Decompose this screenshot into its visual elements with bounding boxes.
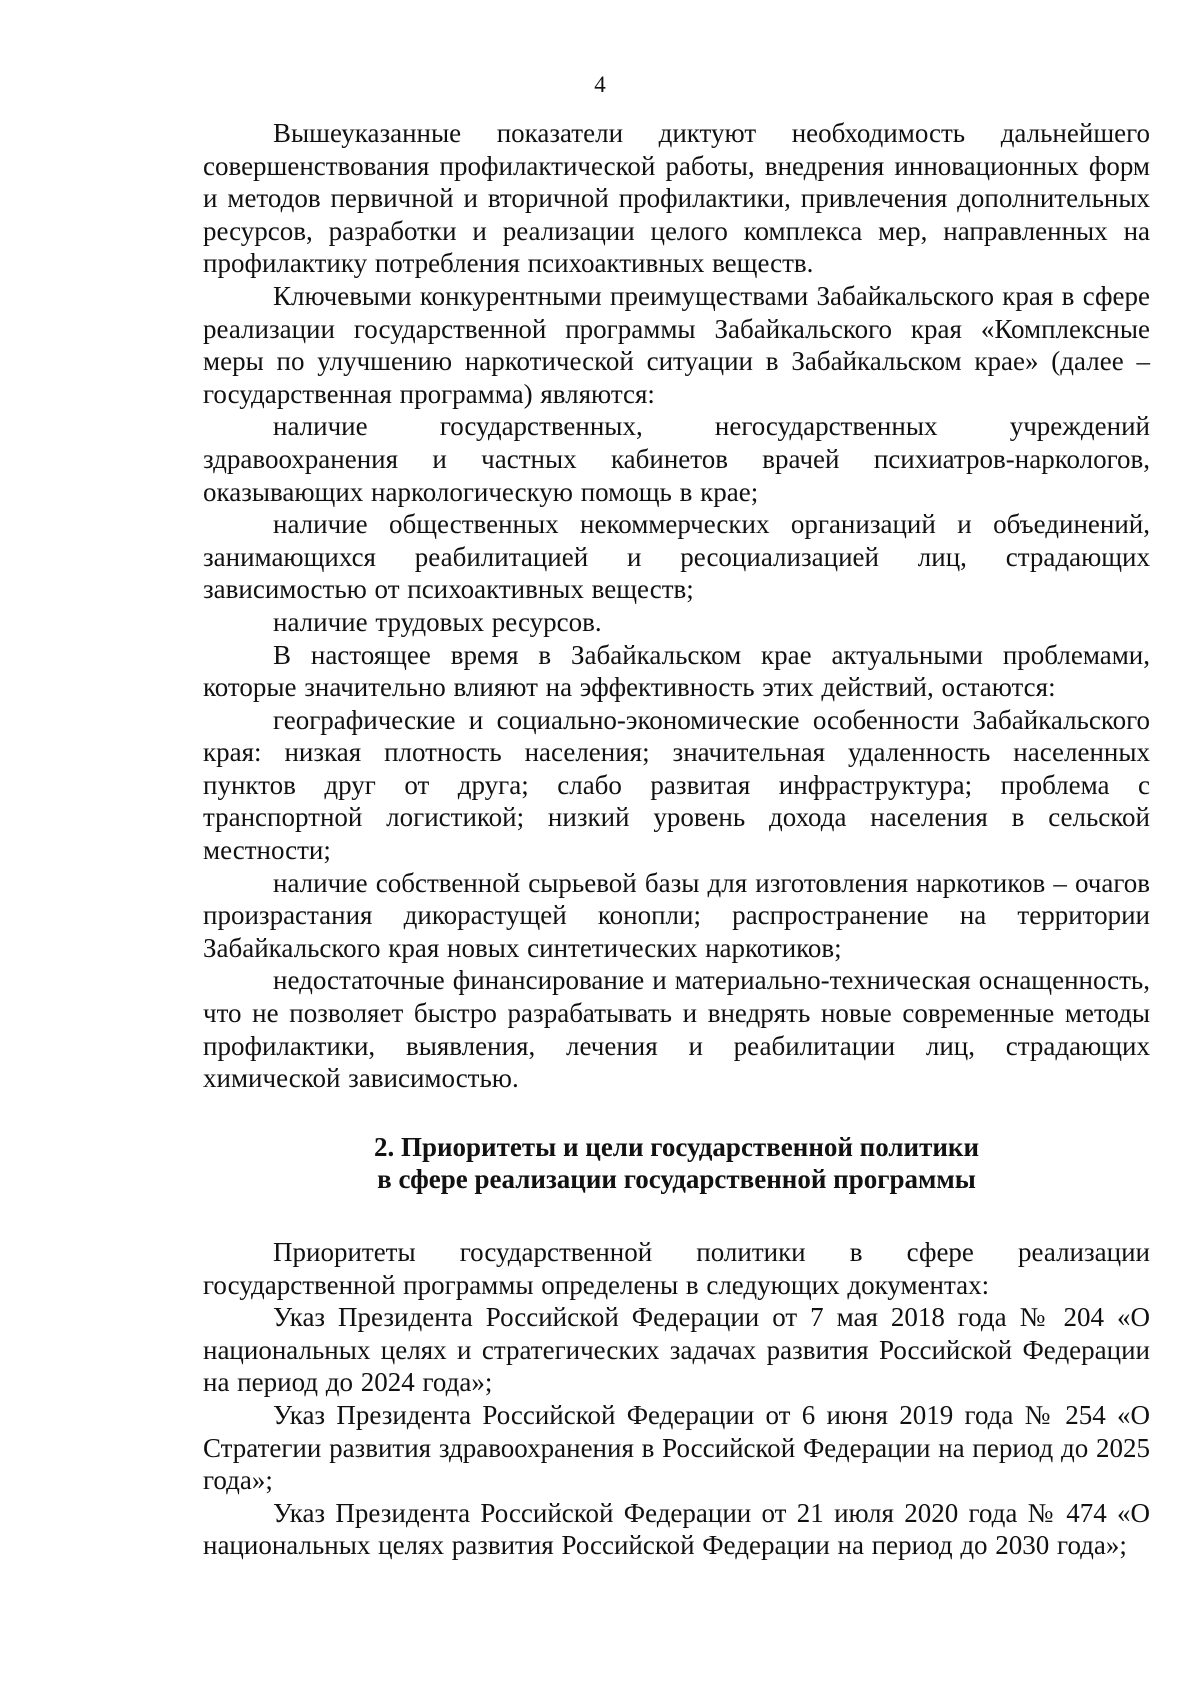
paragraph: Указ Президента Российской Федерации от 6 июня 2019 года № 254 «О Стратегии развития здравоохранения в Российской Федерации на период до 2025 года»; — [203, 1399, 1150, 1496]
paragraph: Вышеуказанные показатели диктуют необходимость дальнейшего совершенствования профилактической работы, внедрения инновационных форм и методов первичной и вторичной профилактики, привлечения дополнительных ресурсов, разработки и реализации целого комплекса мер, направленных на профилактику потребления психоактивных веществ. — [203, 118, 1150, 279]
page-number: 4 — [594, 72, 606, 97]
section-heading-line-2: в сфере реализации государственной программы — [377, 1164, 976, 1195]
paragraph: Приоритеты государственной политики в сфере реализации государственной программы определены в следующих документах: — [203, 1237, 1150, 1300]
paragraph: наличие собственной сырьевой базы для изготовления наркотиков – очагов произрастания дикорастущей конопли; распространение на территории Забайкальского края новых синтетических наркотиков; — [203, 867, 1150, 963]
document-body — [203, 117, 1150, 1562]
paragraph: наличие государственных, негосударственных учреждений здравоохранения и частных кабинетов врачей психиатров-наркологов, оказывающих наркологическую помощь в крае; — [203, 411, 1150, 507]
section-heading-line-1: 2. Приоритеты и цели государственной политики — [373, 1131, 980, 1162]
paragraph: Указ Президента Российской Федерации от 7 мая 2018 года № 204 «О национальных целях и стратегических задачах развития Российской Федерации на период до 2024 года»; — [203, 1302, 1150, 1398]
paragraph: географические и социально-экономические особенности Забайкальского края: низкая плотность населения; значительная удаленность населенных пунктов друг от друга; слабо развитая инфраструктура; проблема с транспортной логистикой; низкий уровень дохода населения в сельской местности; — [203, 704, 1150, 866]
paragraph: наличие трудовых ресурсов. — [273, 606, 602, 637]
section-heading — [203, 1131, 1150, 1196]
paragraph: В настоящее время в Забайкальском крае актуальными проблемами, которые значительно влияют на эффективность этих действий, остаются: — [203, 639, 1150, 703]
paragraph: недостаточные финансирование и материально-техническая оснащенность, что не позволяет быстро разрабатывать и внедрять новые современные методы профилактики, выявления, лечения и реабилитации лиц, страдающих химической зависимостью. — [203, 965, 1150, 1094]
paragraph: Ключевыми конкурентными преимуществами Забайкальского края в сфере реализации государственной программы Забайкальского края «Комплексные меры по улучшению наркотической ситуации в Забайкальском крае» (далее – государственная программа) являются: — [203, 280, 1150, 409]
paragraph: наличие общественных некоммерческих организаций и объединений, занимающихся реабилитацией и ресоциализацией лиц, страдающих зависимостью от психоактивных веществ; — [203, 509, 1150, 605]
paragraph: Указ Президента Российской Федерации от 21 июля 2020 года № 474 «О национальных целях развития Российской Федерации на период до 2030 года»; — [203, 1497, 1150, 1561]
